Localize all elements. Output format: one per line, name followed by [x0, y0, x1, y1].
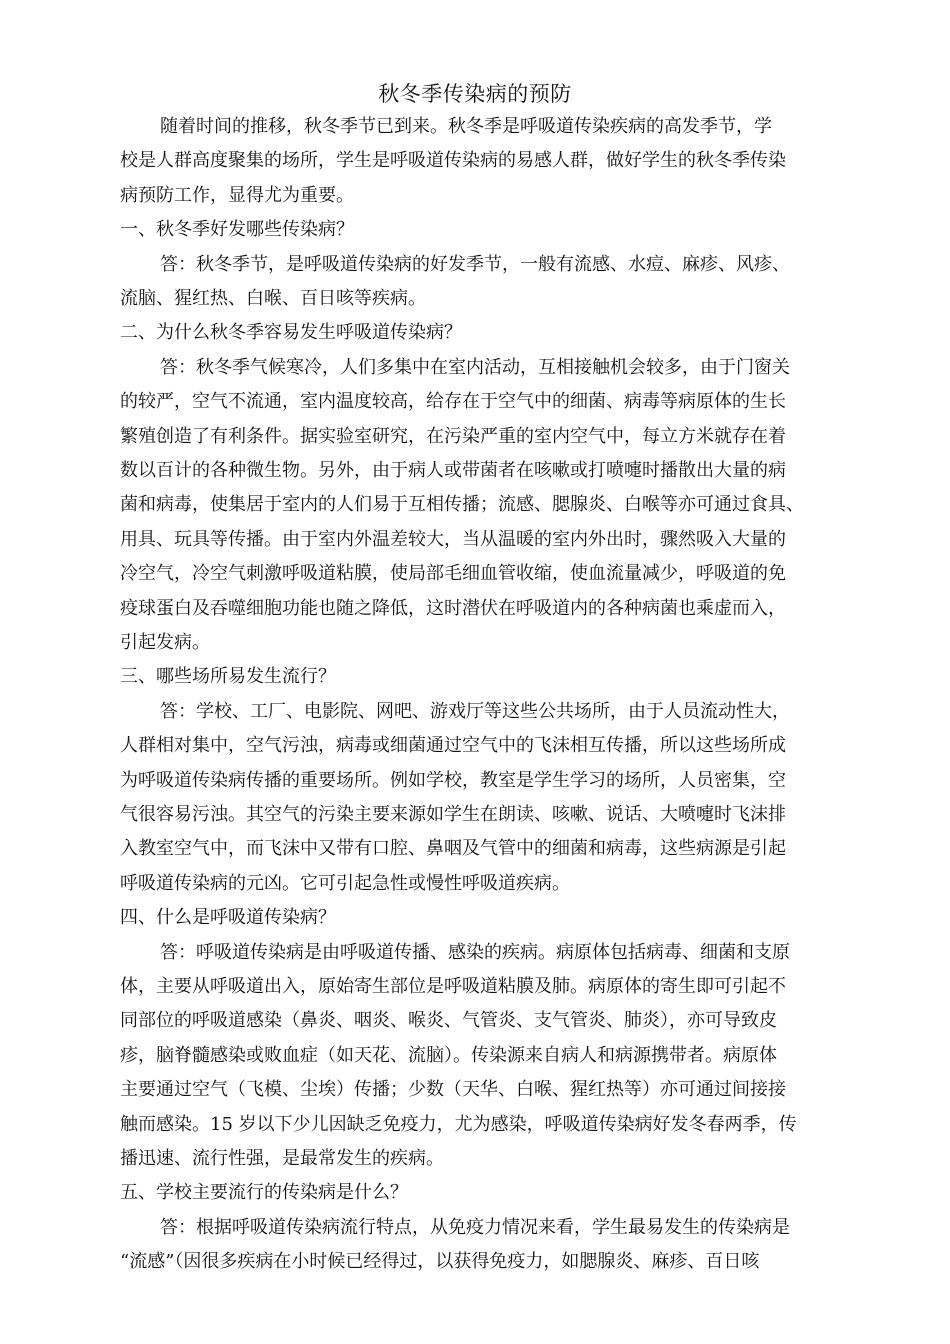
- body-line: 数以百计的各种微生物。另外，由于病人或带菌者在咳嗽或打喷嚏时播散出大量的病: [120, 460, 786, 481]
- body-line: 触而感染。15 岁以下少儿因缺乏免疫力，尤为感染，呼吸道传染病好发冬春两季，传: [120, 1113, 797, 1135]
- body-line: 主要通过空气（飞模、尘埃）传播；少数（天华、白喉、猩红热等）亦可通过间接接: [120, 1079, 786, 1101]
- body-line: 冷空气，冷空气刺激呼吸道粘膜，使局部毛细血管收缩，使血流量减少，呼吸道的免: [120, 563, 786, 585]
- body-line: 为呼吸道传染病传播的重要场所。例如学校，教室是学生学习的场所，人员密集，空: [120, 769, 786, 791]
- body-line: 用具、玩具等传播。由于室内外温差较大，当从温暖的室内外出时，骤然吸入大量的: [120, 528, 786, 550]
- body-line: 体，主要从呼吸道出入，原始寄生部位是呼吸道粘膜及肺。病原体的寄生即可引起不: [120, 976, 786, 997]
- body-line: 一、秋冬季好发哪些传染病？: [120, 219, 354, 241]
- body-line: 的较严，空气不流通，室内温度较高，给存在于空气中的细菌、病毒等病原体的生长: [120, 391, 786, 413]
- body-line: 答：秋冬季节，是呼吸道传染病的好发季节，一般有流感、水痘、麻疹、风疹、: [160, 253, 790, 275]
- body-line: 繁殖创造了有利条件。据实验室研究，在污染严重的室内空气中，每立方米就存在着: [120, 425, 786, 447]
- body-line: 疹，脑脊髓感染或败血症（如天花、流脑）。传染源来自病人和病源携带者。病原体: [120, 1044, 777, 1066]
- body-line: 随着时间的推移，秋冬季节已到来。秋冬季是呼吸道传染疾病的高发季节，学: [160, 116, 772, 137]
- body-line: 呼吸道传染病的元凶。它可引起急性或慢性呼吸道疾病。: [120, 872, 570, 894]
- body-line: 疫球蛋白及吞噬细胞功能也随之降低，这时潜伏在呼吸道内的各种病菌也乘虚而入，: [120, 597, 786, 619]
- body-line: 答：根据呼吸道传染病流行特点，从免疫力情况来看，学生最易发生的传染病是: [160, 1216, 790, 1238]
- body-line: 菌和病毒，使集居于室内的人们易于互相传播；流感、腮腺炎、白喉等亦可通过食具、: [120, 494, 804, 516]
- body-line: 四、什么是呼吸道传染病？: [120, 907, 336, 929]
- body-line: “流感”（因很多疾病在小时候已经得过，以获得免疫力，如腮腺炎、麻疹、百日咳: [120, 1251, 760, 1273]
- body-line: 病预防工作，显得尤为重要。: [120, 184, 354, 206]
- body-line: 校是人群高度聚集的场所，学生是呼吸道传染病的易感人群，做好学生的秋冬季传染: [120, 150, 786, 172]
- body-line: 三、哪些场所易发生流行？: [120, 666, 336, 688]
- body-line: 流脑、猩红热、白喉、百日咳等疾病。: [120, 288, 426, 309]
- body-line: 二、为什么秋冬季容易发生呼吸道传染病？: [120, 322, 462, 344]
- body-line: 答：秋冬季气候寒冷，人们多集中在室内活动，互相接触机会较多，由于门窗关: [160, 356, 790, 378]
- body-line: 气很容易污浊。其空气的污染主要来源如学生在朗读、咳嗽、说话、大喷嚏时飞沫排: [120, 804, 786, 825]
- body-line: 人群相对集中，空气污浊，病毒或细菌通过空气中的飞沫相互传播，所以这些场所成: [120, 735, 786, 757]
- document-title: 秋冬季传染病的预防: [378, 82, 572, 106]
- body-line: 答：呼吸道传染病是由呼吸道传播、感染的疾病。病原体包括病毒、细菌和支原: [160, 941, 790, 963]
- body-line: 引起发病。: [120, 632, 210, 653]
- body-line: 答：学校、工厂、电影院、网吧、游戏厅等这些公共场所，由于人员流动性大，: [160, 700, 790, 722]
- body-line: 入教室空气中，而飞沫中又带有口腔、鼻咽及气管中的细菌和病毒，这些病源是引起: [120, 838, 786, 860]
- body-line: 同部位的呼吸道感染（鼻炎、咽炎、喉炎、气管炎、支气管炎、肺炎），亦可导致皮: [120, 1010, 777, 1032]
- body-line: 五、学校主要流行的传染病是什么？: [120, 1182, 408, 1204]
- body-line: 播迅速、流行性强，是最常发生的疾病。: [120, 1148, 444, 1169]
